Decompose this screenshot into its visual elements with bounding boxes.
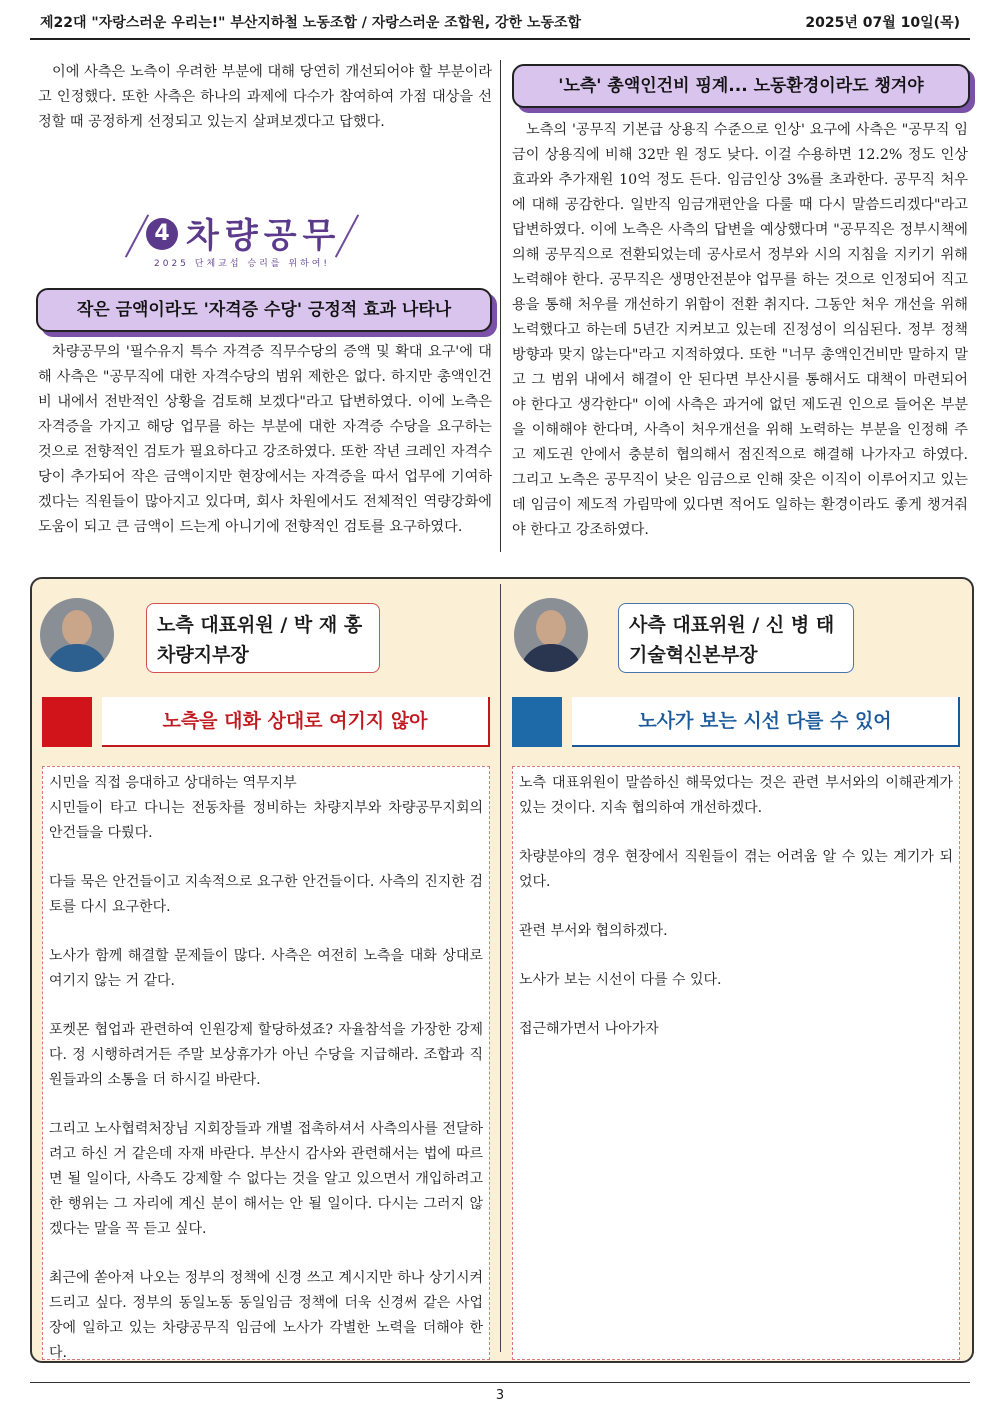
labor-rep-namecard: [146, 603, 380, 673]
statement-paragraph: 다들 묵은 안건들이고 지속적으로 요구한 안건들이다. 사측의 진지한 검토를 다시 요구한다.: [49, 874, 483, 915]
management-rep-title: 기술혁신본부장: [629, 644, 758, 666]
management-rep-name: 사측 대표위원 / 신 병 태: [629, 614, 835, 636]
statement-paragraph: 관련 부서와 협의하겠다.: [519, 923, 668, 939]
left-article-body: [38, 340, 492, 540]
management-rep-namecard: [618, 603, 854, 673]
statement-paragraph: 최근에 쏟아져 나오는 정부의 정책에 신경 쓰고 계시지만 하나 상기시켜드리고 싶다. 정부의 동일노동 동일임금 정책에 더욱 신경써 같은 사업장에 일하고 있는 차량공무직 임금에 노사가 각별한 노력을 더해야 한다.: [49, 1270, 483, 1361]
banner-square: [42, 697, 92, 747]
section-name: 차량공무: [186, 216, 342, 256]
avatar-body: [46, 644, 108, 672]
labor-banner: [42, 697, 490, 747]
management-banner: [512, 697, 960, 747]
statement-paragraph: 그리고 노사협력처장님 지회장들과 개별 접촉하셔서 사측의사를 전달하려고 하신 거 같은데 자재 바란다. 부산시 감사와 관련해서는 법에 따르면 될 일이다, 사측도 강제할 수 없다는 것을 알고 있으면서 개입하려고 한 행위는 그 자리에 계신 분이 해서는 안 될 일이다. 다시는 그러지 않겠다는 말을 꼭 듣고 싶다.: [49, 1121, 483, 1237]
page-number: 3: [495, 1388, 505, 1403]
paragraph: 차량공무의 '필수유지 특수 자격증 직무수당의 증액 및 확대 요구'에 대해 사측은 "공무직에 대한 자격수당의 범위 제한은 없다. 하지만 총액인건비 내에서 전반적인 상황을 검토해 보겠다"라고 답변하였다. 이에 노측은 자격증을 가지고 해당 업무를 하는 부분에 대한 자격증 수당을 요구하는 것으로 전향적인 검토가 필요하다고 강조하였다. 또한 작년 크레인 자격수당이 추가되어 작은 금액이지만 현장에서는 자격증을 따서 업무에 기여하겠다는 직원들이 많아지고 있다며, 회사 차원에서도 전체적인 역량강화에 도움이 되고 큰 금액이 드는게 아니기에 전향적인 검토를 요구하였다.: [38, 344, 492, 535]
statement-paragraph: 시민을 직접 응대하고 상대하는 역무지부 시민들이 타고 다니는 전동차를 정비하는 차량지부와 차량공무지회의 안건들을 다뤘다.: [49, 775, 483, 841]
labor-statement: [42, 766, 490, 1360]
paragraph: 노측의 '공무직 기본급 상용직 수준으로 인상' 요구에 사측은 "공무직 임금이 상용직에 비해 32만 원 정도 낮다. 이걸 수용하면 12.2% 정도 인상효과와 추가재원 10억 정도 든다. 임금인상 3%를 초과한다. 공무직 처우에 대해 공감한다. 일반직 임금개편안을 다룰 때 다시 말씀드리겠다"라고 답변하였다. 이에 노측은 사측의 답변을 예상했다며 "공무직은 정부시책에 의해 공무직으로 전환되었는데 공사로서 정부와 시의 지침을 지키기 위해 노력해야 한다. 공무직은 생명안전분야 업무를 하는 것으로 인정되어 직고용을 통해 처우를 개선하기 위함이 전환 취지다. 그동안 처우 개선을 위해 노력했다고 하는데 5년간 지켜보고 있는데 진정성이 의심된다. 정부 정책방향과 맞지 않는다"라고 지적하였다. 또한 "너무 총액인건비만 말하지 말고 그 범위 내에서 해결이 안 된다면 부산시를 통해서도 대책이 마련되어야 한다고 생각한다" 이에 사측은 과거에 없던 제도권 인으로 들어온 부분을 이해해야 한다며, 사측이 처우개선을 위해 노력하는 부분을 인정해 주고 제도권 안에서 충분히 협의해서 점진적으로 해결해 나가자고 하였다. 그리고 노측은 공무직이 낮은 임금으로 인해 잦은 이직이 이루어지고 있는데 임금이 제도적 가림막에 있다면 적어도 일하는 환경이라도 좋게 챙겨줘야 한다고 강조하였다.: [512, 122, 968, 538]
paragraph: 이에 사측은 노측이 우려한 부분에 대해 당연히 개선되어야 할 부분이라고 인정했다. 또한 사측은 하나의 과제에 다수가 참여하여 가점 대상을 선정할 때 공정하게 선정되고 있는지 살펴보겠다고 답했다.: [38, 64, 492, 130]
box-divider: [500, 584, 501, 1352]
labor-rep-avatar: [40, 598, 114, 672]
page-header: [30, 8, 970, 36]
header-rule: [30, 38, 970, 40]
left-article-headline: 작은 금액이라도 '자격증 수당' 긍정적 효과 나타나: [36, 288, 492, 332]
left-top-text: [38, 60, 492, 135]
avatar-head: [62, 610, 92, 646]
newsletter-title: 제22대 "자랑스러운 우리는!" 부산지하철 노동조합 / 자랑스러운 조합원, 강한 노동조합: [40, 15, 582, 31]
labor-banner-text: 노측을 대화 상대로 여기지 않아: [102, 697, 490, 747]
statement-paragraph: 포켓몬 협업과 관련하여 인원강제 할당하셨죠? 자율참석을 가장한 강제다. 정 시행하려거든 주말 보상휴가가 아닌 수당을 지급해라. 조합과 직원들과의 소통을 더 하시길 바란다.: [49, 1022, 483, 1088]
statement-paragraph: 노측 대표위원이 말씀하신 해묵었다는 것은 관련 부서와의 이해관계가 있는 것이다. 지속 협의하여 개선하겠다.: [519, 775, 953, 816]
statement-paragraph: 노사가 보는 시선이 다를 수 있다.: [519, 972, 722, 988]
right-article-body: [512, 118, 968, 543]
labor-rep-title: 차량지부장: [157, 644, 249, 666]
statement-paragraph: 차량분야의 경우 현장에서 직원들이 겪는 어려움 알 수 있는 계기가 되었다.: [519, 849, 953, 890]
statement-paragraph: 노사가 함께 해결할 문제들이 많다. 사측은 여전히 노측을 대화 상대로 여기지 않는 거 같다.: [49, 948, 483, 989]
avatar-head: [536, 610, 566, 646]
statement-paragraph: 접근해가면서 나아가자: [519, 1021, 659, 1037]
right-article-headline: '노측' 총액인건비 핑계... 노동환경이라도 챙겨야: [512, 64, 970, 108]
section-number-badge: 4: [146, 218, 178, 250]
column-divider: [500, 60, 501, 552]
management-statement: [512, 766, 960, 1360]
section-title: [130, 208, 390, 272]
footer-rule: [30, 1382, 970, 1383]
labor-rep-name: 노측 대표위원 / 박 재 홍: [157, 614, 363, 636]
management-banner-text: 노사가 보는 시선 다를 수 있어: [572, 697, 960, 747]
management-rep-avatar: [514, 598, 588, 672]
avatar-body: [520, 644, 582, 672]
banner-square: [512, 697, 562, 747]
issue-date: 2025년 07월 10일(목): [805, 15, 960, 31]
section-subtitle: 2025 단체교섭 승리를 위하여!: [154, 259, 331, 269]
